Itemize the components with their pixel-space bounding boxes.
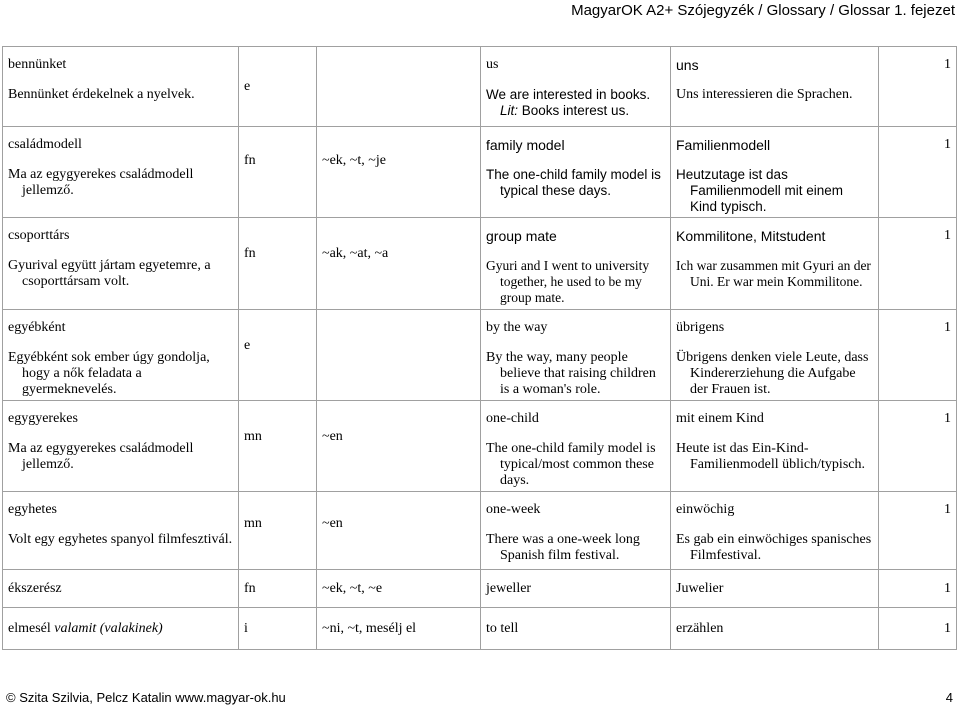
english-term: jeweller bbox=[486, 580, 532, 596]
hungarian-term: egygyerekes bbox=[8, 411, 78, 426]
endings-text: ~ek, ~t, ~e bbox=[322, 580, 383, 596]
grammar-cell bbox=[239, 570, 317, 608]
english-term: group mate bbox=[486, 228, 557, 244]
level-number: 1 bbox=[944, 320, 951, 335]
german-example: Heute ist das Ein-Kind-Familienmodell üblich/typisch. bbox=[676, 441, 865, 472]
hungarian-example: Egyébként sok ember úgy gondolja, hogy a nők feladata a gyermeknevelés. bbox=[8, 350, 210, 397]
hungarian-term: egyébként bbox=[8, 320, 66, 335]
endings-text: ~en bbox=[322, 429, 343, 444]
hungarian-cell bbox=[3, 401, 239, 492]
hungarian-cell bbox=[3, 608, 239, 650]
grammar-cell bbox=[239, 608, 317, 650]
english-term: one-week bbox=[486, 502, 541, 517]
grammar-tag: e bbox=[244, 79, 251, 94]
hungarian-cell bbox=[3, 47, 239, 127]
hungarian-example: Gyurival együtt jártam egyetemre, a csoporttársam volt. bbox=[8, 258, 211, 289]
table-row bbox=[3, 492, 957, 570]
german-term: erzählen bbox=[676, 620, 724, 636]
level-number: 1 bbox=[944, 502, 951, 517]
endings-cell bbox=[317, 218, 481, 310]
endings-cell bbox=[317, 492, 481, 570]
table-row bbox=[3, 608, 957, 650]
level-cell bbox=[879, 127, 957, 218]
endings-cell bbox=[317, 127, 481, 218]
hungarian-term: csoporttárs bbox=[8, 228, 70, 243]
grammar-cell bbox=[239, 401, 317, 492]
german-term: Familienmodell bbox=[676, 137, 771, 153]
level-cell bbox=[879, 608, 957, 650]
hungarian-argument: valamit (valakinek) bbox=[50, 620, 163, 636]
grammar-tag: fn bbox=[244, 246, 256, 261]
german-term: mit einem Kind bbox=[676, 411, 764, 426]
endings-cell bbox=[317, 310, 481, 401]
english-example: By the way, many people believe that raising children is a woman's role. bbox=[486, 350, 656, 397]
grammar-tag: fn bbox=[244, 153, 256, 168]
endings-text: ~ak, ~at, ~a bbox=[322, 246, 389, 261]
table-row bbox=[3, 127, 957, 218]
german-term: einwöchig bbox=[676, 502, 735, 517]
german-example: Ich war zusammen mit Gyuri an der Uni. Er war mein Kommilitone. bbox=[676, 258, 871, 289]
grammar-cell bbox=[239, 310, 317, 401]
german-example: Uns interessieren die Sprachen. bbox=[676, 87, 853, 102]
endings-text: ~ni, ~t, mesélj el bbox=[322, 620, 417, 636]
english-cell bbox=[481, 127, 671, 218]
german-cell bbox=[671, 608, 879, 650]
level-number: 1 bbox=[944, 620, 951, 636]
table-row bbox=[3, 47, 957, 127]
hungarian-cell bbox=[3, 218, 239, 310]
endings-cell bbox=[317, 608, 481, 650]
endings-text: ~ek, ~t, ~je bbox=[322, 153, 386, 168]
hungarian-term: bennünket bbox=[8, 57, 67, 72]
grammar-tag: mn bbox=[244, 516, 262, 531]
table-row bbox=[3, 310, 957, 401]
hungarian-example: Ma az egygyerekes családmodell jellemző. bbox=[8, 441, 194, 472]
hungarian-cell bbox=[3, 310, 239, 401]
hungarian-term: ékszerész bbox=[8, 580, 62, 596]
german-cell bbox=[671, 492, 879, 570]
hungarian-example: Volt egy egyhetes spanyol filmfesztivál. bbox=[8, 532, 233, 547]
grammar-cell bbox=[239, 492, 317, 570]
table-row bbox=[3, 570, 957, 608]
hungarian-cell bbox=[3, 127, 239, 218]
english-cell bbox=[481, 492, 671, 570]
grammar-tag: fn bbox=[244, 580, 256, 596]
hungarian-term: elmesél bbox=[8, 620, 51, 636]
german-cell bbox=[671, 47, 879, 127]
german-example: Übrigens denken viele Leute, dass Kindererziehung die Aufgabe der Frauen ist. bbox=[676, 350, 869, 397]
english-term: by the way bbox=[486, 320, 548, 335]
german-cell bbox=[671, 570, 879, 608]
level-cell bbox=[879, 570, 957, 608]
grammar-cell bbox=[239, 47, 317, 127]
level-cell bbox=[879, 47, 957, 127]
level-number: 1 bbox=[944, 228, 951, 243]
glossary-table bbox=[2, 46, 957, 650]
english-example: Gyuri and I went to university together, he used to be my group mate. bbox=[486, 258, 650, 305]
hungarian-cell bbox=[3, 570, 239, 608]
grammar-tag: e bbox=[244, 338, 251, 353]
german-term: übrigens bbox=[676, 320, 725, 335]
endings-cell bbox=[317, 570, 481, 608]
hungarian-term: egyhetes bbox=[8, 502, 57, 517]
english-cell bbox=[481, 218, 671, 310]
german-term: uns bbox=[676, 57, 699, 73]
german-cell bbox=[671, 310, 879, 401]
english-term: one-child bbox=[486, 411, 539, 426]
english-cell bbox=[481, 401, 671, 492]
level-cell bbox=[879, 401, 957, 492]
footer-page-number: 4 bbox=[945, 690, 953, 705]
hungarian-cell bbox=[3, 492, 239, 570]
level-number: 1 bbox=[944, 57, 951, 72]
grammar-tag: i bbox=[244, 620, 248, 636]
german-cell bbox=[671, 127, 879, 218]
table-row bbox=[3, 218, 957, 310]
english-term: to tell bbox=[486, 620, 519, 636]
german-term: Juwelier bbox=[676, 580, 724, 596]
german-example: Es gab ein einwöchiges spanisches Filmfestival. bbox=[676, 532, 872, 563]
level-number: 1 bbox=[944, 580, 951, 596]
english-cell bbox=[481, 608, 671, 650]
german-cell bbox=[671, 218, 879, 310]
english-cell bbox=[481, 570, 671, 608]
level-cell bbox=[879, 492, 957, 570]
hungarian-example: Ma az egygyerekes családmodell jellemző. bbox=[8, 167, 194, 198]
endings-text: ~en bbox=[322, 516, 343, 531]
page-header-title: MagyarOK A2+ Szójegyzék / Glossary / Glossar 1. fejezet bbox=[571, 2, 955, 19]
grammar-tag: mn bbox=[244, 429, 262, 444]
english-term: family model bbox=[486, 137, 565, 153]
english-cell bbox=[481, 47, 671, 127]
english-example: There was a one-week long Spanish film festival. bbox=[486, 532, 640, 563]
german-example: Heutzutage ist das Familienmodell mit einem Kind typisch. bbox=[676, 167, 844, 214]
level-number: 1 bbox=[944, 137, 951, 152]
hungarian-term: családmodell bbox=[8, 137, 82, 152]
english-example: The one-child family model is typical/most common these days. bbox=[486, 441, 656, 488]
german-term: Kommilitone, Mitstudent bbox=[676, 228, 826, 244]
english-example: We are interested in books. Lit: Books interest us. bbox=[486, 87, 651, 118]
endings-cell bbox=[317, 47, 481, 127]
level-number: 1 bbox=[944, 411, 951, 426]
level-cell bbox=[879, 310, 957, 401]
hungarian-example: Bennünket érdekelnek a nyelvek. bbox=[8, 87, 195, 102]
table-row bbox=[3, 401, 957, 492]
german-cell bbox=[671, 401, 879, 492]
level-cell bbox=[879, 218, 957, 310]
english-example: The one-child family model is typical these days. bbox=[486, 167, 661, 198]
english-cell bbox=[481, 310, 671, 401]
grammar-cell bbox=[239, 127, 317, 218]
english-term: us bbox=[486, 57, 499, 72]
grammar-cell bbox=[239, 218, 317, 310]
footer-copyright: © Szita Szilvia, Pelcz Katalin www.magyar-ok.hu bbox=[6, 690, 286, 705]
endings-cell bbox=[317, 401, 481, 492]
